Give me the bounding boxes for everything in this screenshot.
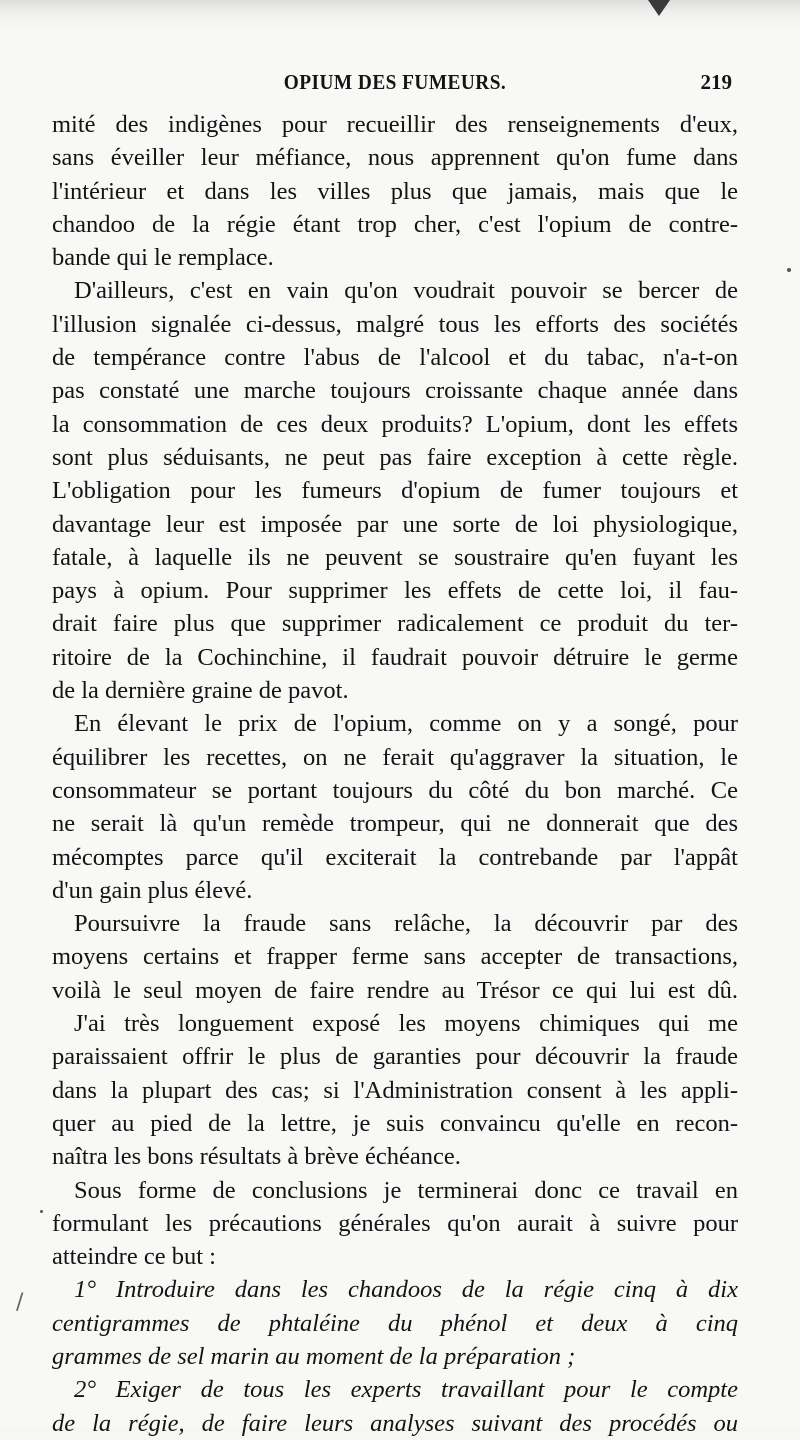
text-line: l'intérieur et dans les villes plus que jamais, mais que le bbox=[52, 177, 738, 205]
margin-speck bbox=[787, 268, 791, 272]
text-line: la consommation de ces deux produits? L'opium, dont les effets bbox=[52, 410, 738, 438]
text-line: D'ailleurs, c'est en vain qu'on voudrait pouvoir se bercer de bbox=[74, 277, 738, 305]
text-line: En élevant le prix de l'opium, comme on y a songé, pour bbox=[74, 710, 738, 738]
text-line: L'obligation pour les fumeurs d'opium de fumer toujours et bbox=[52, 477, 738, 505]
text-line: bande qui le remplace. bbox=[52, 244, 274, 272]
text-line: voilà le seul moyen de faire rendre au Trésor ce qui lui est dû. bbox=[52, 976, 738, 1004]
text-line: quer au pied de la lettre, je suis convaincu qu'elle en recon- bbox=[52, 1109, 738, 1137]
text-line: formulant les précautions générales qu'on aurait à suivre pour bbox=[52, 1209, 738, 1237]
scan-edge-mark bbox=[648, 0, 670, 16]
text-line: J'ai très longuement exposé les moyens chimiques qui me bbox=[74, 1010, 738, 1038]
text-line: Sous forme de conclusions je terminerai donc ce travail en bbox=[74, 1176, 738, 1204]
text-line: sont plus séduisants, ne peut pas faire exception à cette règle. bbox=[52, 443, 738, 471]
text-line: pas constaté une marche toujours croissante chaque année dans bbox=[52, 377, 738, 405]
text-line: 1° Introduire dans les chandoos de la régie cinq à dix bbox=[74, 1276, 738, 1304]
text-line: paraissaient offrir le plus de garanties pour découvrir la fraude bbox=[52, 1043, 738, 1071]
running-title: OPIUM DES FUMEURS. bbox=[283, 70, 507, 94]
pencil-mark: / bbox=[16, 1290, 24, 1315]
text-line: sans éveiller leur méfiance, nous apprennent qu'on fume dans bbox=[52, 144, 738, 172]
text-line: Poursuivre la fraude sans relâche, la découvrir par des bbox=[74, 910, 738, 938]
text-line: grammes de sel marin au moment de la préparation ; bbox=[52, 1342, 576, 1370]
text-line: de la dernière graine de pavot. bbox=[52, 677, 349, 705]
body-text bbox=[52, 108, 738, 1440]
text-line: naîtra les bons résultats à brève échéance. bbox=[52, 1143, 461, 1171]
text-line: atteindre ce but : bbox=[52, 1243, 216, 1271]
text-line: davantage leur est imposée par une sorte de loi physiologique, bbox=[52, 510, 738, 538]
text-line: drait faire plus que supprimer radicalement ce produit du ter- bbox=[52, 610, 738, 638]
text-line: mité des indigènes pour recueillir des renseignements d'eux, bbox=[52, 111, 738, 138]
text-line: chandoo de la régie étant trop cher, c'est l'opium de contre- bbox=[52, 210, 738, 238]
text-line: ne serait là qu'un remède trompeur, qui ne donnerait que des bbox=[52, 810, 738, 838]
text-line: l'illusion signalée ci-dessus, malgré tous les efforts des sociétés bbox=[52, 310, 738, 338]
text-line: équilibrer les recettes, on ne ferait qu'aggraver la situation, le bbox=[52, 743, 738, 771]
text-line: pays à opium. Pour supprimer les effets de cette loi, il fau- bbox=[52, 577, 738, 605]
text-line: 2° Exiger de tous les experts travaillant pour le compte bbox=[74, 1376, 738, 1404]
page-number: 219 bbox=[700, 70, 732, 94]
text-line: de la régie, de faire leurs analyses suivant des procédés ou bbox=[52, 1409, 738, 1437]
text-line: d'un gain plus élevé. bbox=[52, 876, 253, 904]
text-line: ritoire de la Cochinchine, il faudrait pouvoir détruire le germe bbox=[52, 643, 738, 671]
text-line: dans la plupart des cas; si l'Administration consent à les appli- bbox=[52, 1076, 738, 1104]
text-line: fatale, à laquelle ils ne peuvent se soustraire qu'en fuyant les bbox=[52, 543, 738, 571]
text-line: de tempérance contre l'abus de l'alcool et du tabac, n'a-t-on bbox=[52, 344, 738, 372]
text-line: centigrammes de phtaléine du phénol et deux à cinq bbox=[52, 1309, 738, 1337]
text-line: moyens certains et frapper ferme sans accepter de transactions, bbox=[52, 943, 738, 971]
margin-speck bbox=[40, 1210, 43, 1213]
page-header bbox=[52, 70, 738, 98]
text-line: consommateur se portant toujours du côté du bon marché. Ce bbox=[52, 776, 738, 804]
text-line: mécomptes parce qu'il exciterait la contrebande par l'appât bbox=[52, 843, 738, 871]
